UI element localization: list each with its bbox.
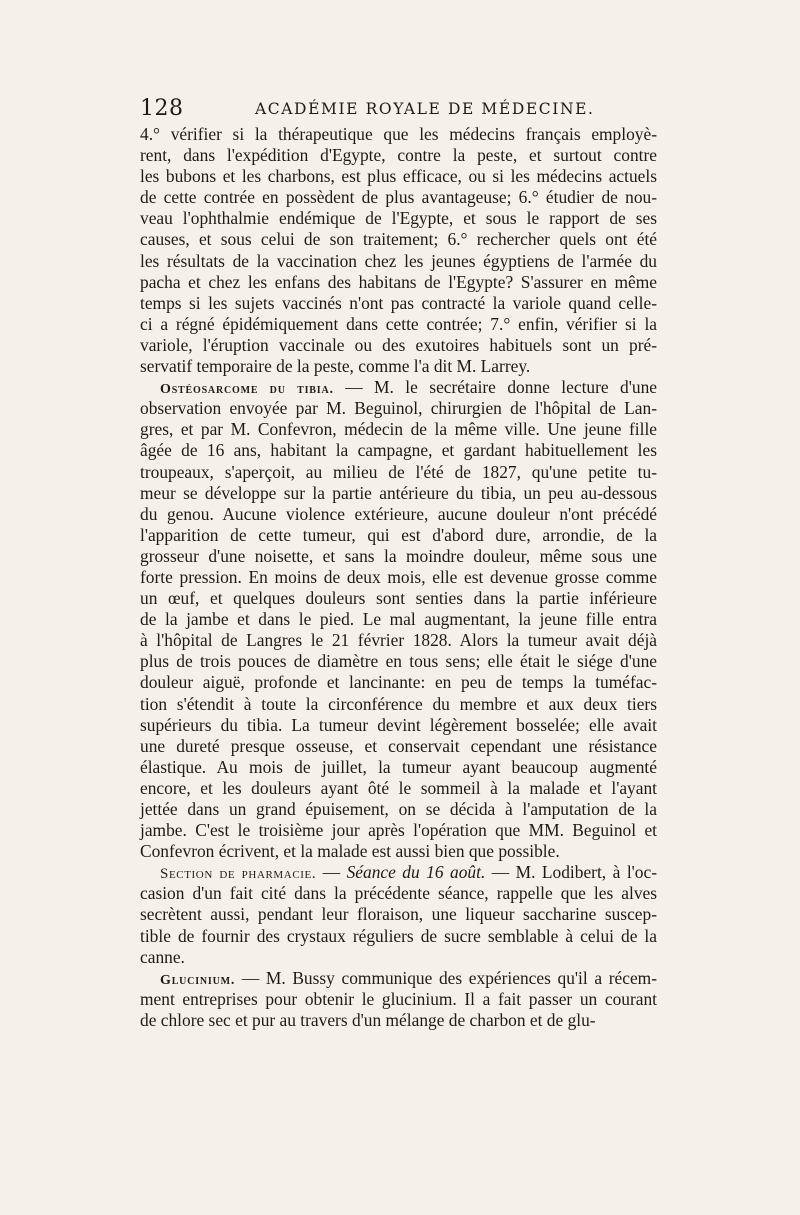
text-line: encore, et les douleurs ayant ôté le sommeil à la malade et l'ayant xyxy=(140,777,657,798)
text-line: rent, dans l'expédition d'Egypte, contre la peste, et surtout contre xyxy=(140,145,657,166)
text-line: tion s'étendit à toute la circonférence du membre et aux deux tiers xyxy=(140,693,657,714)
text-line: servatif temporaire de la peste, comme l'a dit M. Larrey. xyxy=(140,356,531,377)
text-line: gres, et par M. Confevron, médecin de la même ville. Une jeune fille xyxy=(140,419,657,440)
text-line: secrètent aussi, pendant leur floraison, une liqueur saccharine suscep- xyxy=(140,904,657,925)
text-line: à l'hôpital de Langres le 21 février 1828. Alors la tumeur avait déjà xyxy=(140,630,657,651)
text-line: supérieurs du tibia. La tumeur devint légèrement bosselée; elle avait xyxy=(140,714,657,735)
paragraph-osteosarcome-start xyxy=(140,377,657,398)
text-line: pacha et chez les enfans des habitans de l'Egypte? S'assurer en même xyxy=(140,271,657,292)
text-line: âgée de 16 ans, habitant la campagne, et gardant habituellement les xyxy=(140,440,657,461)
text-line: tible de fournir des crystaux réguliers de sucre semblable à celui de la xyxy=(140,925,657,946)
section-heading-osteosarcome: Ostéosarcome du tibia. xyxy=(160,382,334,398)
text-line: un œuf, et quelques douleurs sont senties dans la partie inférieure xyxy=(140,588,657,609)
text-line: de chlore sec et pur au travers d'un mélange de charbon et de glu- xyxy=(140,1009,596,1030)
text-fragment: — xyxy=(316,862,347,883)
text-line: du genou. Aucune violence extérieure, aucune douleur n'ont précédé xyxy=(140,503,657,524)
section-heading-pharmacie: Section de pharmacie. xyxy=(160,866,317,883)
text-line: ci a régné épidémiquement dans cette contrée; 7.° enfin, vérifier si la xyxy=(140,313,657,334)
section-heading-glucinium: Glucinium. xyxy=(160,972,236,988)
text-line: élastique. Au mois de juillet, la tumeur ayant beaucoup augmenté xyxy=(140,756,657,777)
text-line: les bubons et les charbons, est plus efficace, ou si les médecins actuels xyxy=(140,166,657,187)
text-line: douleur aiguë, profonde et lancinante: en peu de temps la tuméfac- xyxy=(140,672,657,693)
text-line: jambe. C'est le troisième jour après l'opération que MM. Beguinol et xyxy=(140,820,657,841)
text-line: ment entreprises pour obtenir le glucinium. Il a fait passer un courant xyxy=(140,988,657,1009)
text-line: plus de trois pouces de diamètre en tous sens; elle était le siége d'une xyxy=(140,651,657,672)
page-number: 128 xyxy=(140,96,184,121)
text-line: causes, et sous celui de son traitement; 6.° rechercher quels ont été xyxy=(140,229,657,250)
body-text xyxy=(140,124,657,1031)
text-line: variole, l'éruption vaccinale ou des exutoires habituels sont un pré- xyxy=(140,334,657,355)
text-line: troupeaux, s'aperçoit, au milieu de l'été de 1827, qu'une petite tu- xyxy=(140,461,657,482)
text-line: meur se développe sur la partie antérieure du tibia, un peu au-dessous xyxy=(140,482,657,503)
text-line: temps si les sujets vaccinés n'ont pas contracté la variole quand celle- xyxy=(140,292,657,313)
text-line: l'apparition de cette tumeur, qui est d'abord dure, arrondie, de la xyxy=(140,524,657,545)
text-fragment: — M. Lodibert, à l'oc- xyxy=(485,862,657,883)
paragraph-glucinium-start xyxy=(140,968,657,989)
text-line: de cette contrée en possèdent de plus avantageuse; 6.° étudier de nou- xyxy=(140,187,657,208)
text-line: jettée dans un grand épuisement, on se décida à l'amputation de la xyxy=(140,799,657,819)
text-line: grosseur d'une noisette, et sans la moindre douleur, même sous une xyxy=(140,545,657,566)
text-line: forte pression. En moins de deux mois, elle est devenue grosse comme xyxy=(140,566,657,587)
text-line: casion d'un fait cité dans la précédente séance, rappelle que les alves xyxy=(140,883,657,904)
text-line: les résultats de la vaccination chez les jeunes égyptiens de l'armée du xyxy=(140,250,657,271)
page-header xyxy=(140,96,657,126)
text-line: 4.° vérifier si la thérapeutique que les médecins français employè- xyxy=(140,124,657,144)
text-line: canne. xyxy=(140,946,185,967)
text-line: une dureté presque osseuse, et conservait cependant une résistance xyxy=(140,735,657,756)
running-head: ACADÉMIE ROYALE DE MÉDECINE. xyxy=(255,100,595,118)
paragraph-pharmacie-start xyxy=(140,862,657,883)
text-line: Confevron écrivent, et la malade est aussi bien que possible. xyxy=(140,841,560,862)
text-line: observation envoyée par M. Beguinol, chirurgien de l'hôpital de Lan- xyxy=(140,398,657,419)
text-fragment: — M. Bussy communique des expériences qu'il a récem- xyxy=(235,967,657,988)
text-fragment: — M. le secrétaire donne lecture d'une xyxy=(333,377,657,398)
text-line: veau l'ophthalmie endémique de l'Egypte, et sous le rapport de ses xyxy=(140,208,657,229)
seance-date: Séance du 16 août. xyxy=(346,862,486,883)
text-line: de la jambe et dans le pied. Le mal augmentant, la jeune fille entra xyxy=(140,609,657,630)
